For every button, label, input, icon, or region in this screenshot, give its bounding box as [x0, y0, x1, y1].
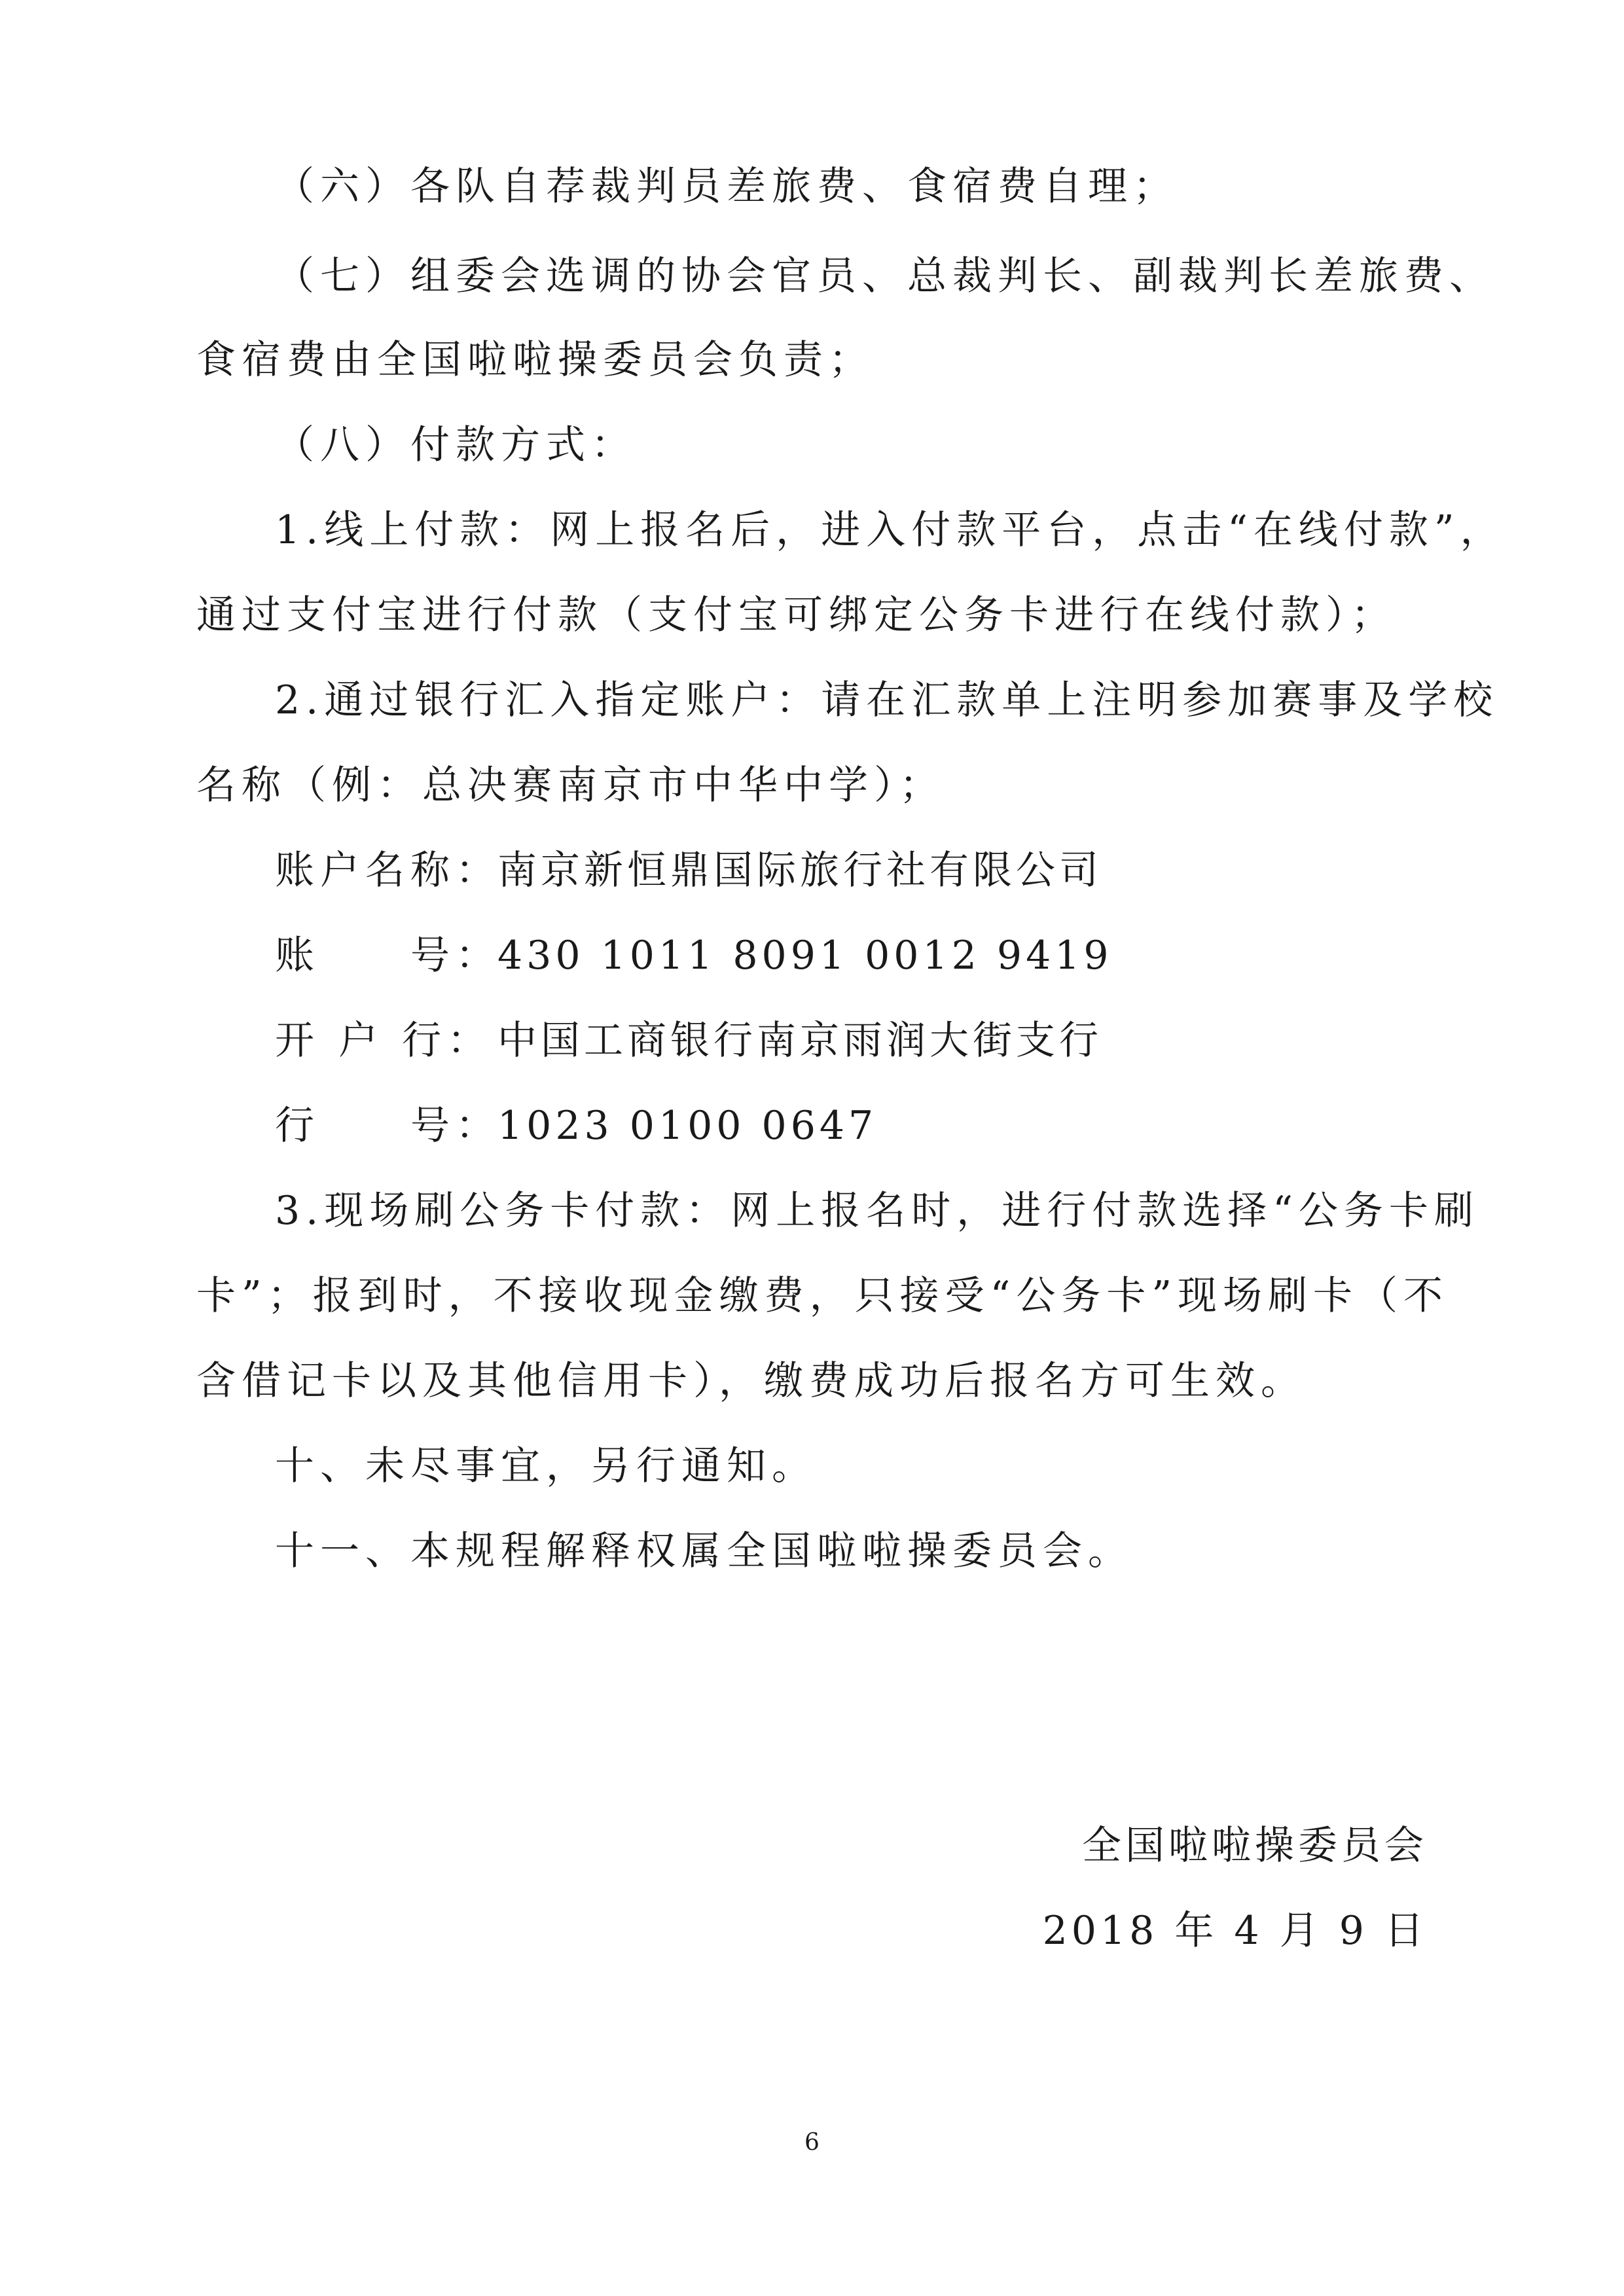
paragraph-officials-line-2: 食宿费由全国啦啦操委员会负责；: [196, 337, 874, 383]
account-number-value: 430 1011 8091 0012 9419: [497, 933, 1113, 978]
payment-card-line-1: 3.现场刷公务卡付款：网上报名时，进行付款选择“公务卡刷: [275, 1188, 1479, 1234]
page-number: 6: [804, 2129, 820, 2156]
payment-bank-transfer-line-2: 名称（例：总决赛南京市中华中学）；: [196, 762, 945, 808]
paragraph-payment-methods-heading: （八）付款方式：: [275, 422, 636, 468]
bank-code-value: 1023 0100 0647: [497, 1103, 878, 1149]
paragraph-travel-referees: （六）各队自荐裁判员差旅费、食宿费自理；: [275, 164, 1178, 209]
paragraph-officials-line-1: （七）组委会选调的协会官员、总裁判长、副裁判长差旅费、: [275, 253, 1494, 299]
payment-bank-transfer-line-1: 2.通过银行汇入指定账户：请在汇款单上注明参加赛事及学校: [275, 677, 1499, 723]
account-name-value: 南京新恒鼎国际旅行社有限公司: [497, 848, 1102, 893]
payment-card-line-2: 卡”；报到时，不接收现金缴费，只接受“公务卡”现场刷卡（不: [196, 1273, 1449, 1319]
account-name-label: 账户名称：: [275, 848, 501, 893]
item-eleven: 十一、本规程解释权属全国啦啦操委员会。: [275, 1528, 1133, 1574]
signature-organization: 全国啦啦操委员会: [1082, 1823, 1428, 1869]
item-ten: 十、未尽事宜，另行通知。: [275, 1443, 817, 1489]
bank-code-label: 行 号：: [275, 1103, 501, 1149]
bank-branch-label: 开 户 行：: [275, 1018, 493, 1064]
payment-card-line-3: 含借记卡以及其他信用卡），缴费成功后报名方可生效。: [196, 1358, 1306, 1404]
payment-online-line-2: 通过支付宝进行付款（支付宝可绑定公务卡进行在线付款）；: [196, 592, 1396, 638]
payment-online-line-1: 1.线上付款：网上报名后，进入付款平台，点击“在线付款”，: [275, 507, 1506, 553]
bank-branch-value: 中国工商银行南京雨润大街支行: [497, 1018, 1102, 1064]
signature-date: 2018 年 4 月 9 日: [1042, 1908, 1428, 1954]
account-number-label: 账 号：: [275, 933, 501, 978]
